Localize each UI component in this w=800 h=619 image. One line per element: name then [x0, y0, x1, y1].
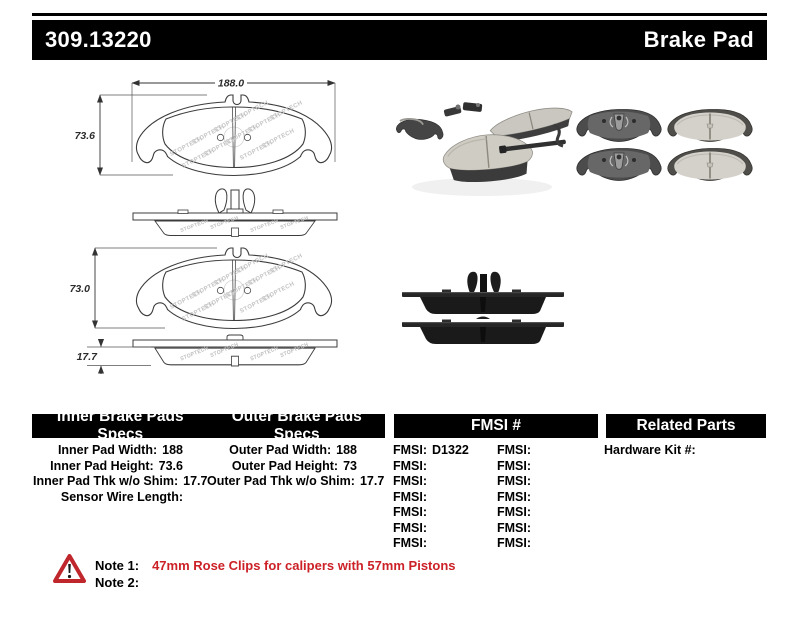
- fmsi-row: FMSI:: [393, 474, 428, 488]
- table-header-fmsi: FMSI #: [394, 414, 598, 438]
- outer-specs-header: Outer Brake Pads Specs: [231, 408, 362, 443]
- fmsi-row: FMSI: D1322: [393, 443, 469, 457]
- inner-specs-column: [33, 443, 208, 505]
- spec-row: Sensor Wire Length:: [60, 489, 183, 504]
- fmsi-row: FMSI:: [497, 536, 532, 550]
- side-view-2: [133, 335, 337, 366]
- related-row: Hardware Kit #:: [604, 443, 696, 457]
- spec-row: Outer Pad Width: 188: [229, 443, 357, 457]
- note-2: [95, 574, 152, 591]
- fmsi-column-1: [393, 443, 493, 552]
- technical-drawing-front-view-1: [55, 70, 355, 245]
- side-view-with-clip: [133, 189, 337, 237]
- fmsi-column-2: [497, 443, 597, 552]
- inner-specs-header: Inner Brake Pads Specs: [56, 408, 184, 443]
- spec-row: Inner Pad Width: 188: [57, 443, 183, 457]
- part-number: 309.13220: [45, 27, 152, 52]
- header-bar: [32, 20, 767, 60]
- fmsi-row: FMSI:: [393, 536, 428, 550]
- warning-icon: [53, 554, 86, 585]
- outer-specs-column: [207, 443, 385, 490]
- related-parts-column: [604, 443, 766, 459]
- spec-row: Inner Pad Thk w/o Shim: 17.7: [33, 474, 208, 488]
- note-2-label: Note 2:: [95, 575, 140, 590]
- dim-label-height: 73.6: [74, 130, 95, 142]
- fmsi-row: FMSI:: [497, 458, 532, 473]
- header-rule: [32, 13, 767, 16]
- dim-label-width: 188.0: [217, 77, 245, 90]
- fmsi-row: FMSI:: [497, 489, 532, 504]
- fmsi-row: FMSI:: [393, 520, 428, 535]
- spec-row: Outer Pad Thk w/o Shim: 17.7: [207, 474, 385, 488]
- fmsi-row: FMSI:: [393, 458, 428, 473]
- fmsi-row: FMSI:: [393, 505, 428, 519]
- note-1: [95, 557, 456, 574]
- fmsi-row: FMSI:: [497, 505, 532, 519]
- product-title: Brake Pad: [643, 27, 754, 52]
- technical-drawing-front-view-2: [55, 243, 355, 383]
- fmsi-row: FMSI:: [497, 474, 532, 488]
- note-1-label: Note 1:: [95, 558, 140, 573]
- hardware-clips: [444, 102, 483, 117]
- table-header-related-parts: Related Parts: [606, 414, 766, 438]
- dim-label-thickness: 17.7: [76, 351, 97, 363]
- spec-row: Outer Pad Height: 73: [231, 458, 357, 473]
- fmsi-row: FMSI:: [393, 489, 428, 504]
- spec-row: Inner Pad Height: 73.6: [50, 458, 183, 473]
- dim-label-height-2: 73.0: [69, 283, 90, 295]
- note-1-text: 47mm Rose Clips for calipers with 57mm Pistons: [152, 558, 456, 573]
- fmsi-row: FMSI:: [497, 520, 532, 535]
- table-header-pad-specs: [32, 408, 385, 443]
- product-photo-pad-kit: [392, 95, 582, 205]
- photo-clip: [467, 272, 500, 294]
- fmsi-row: FMSI:: [497, 443, 532, 457]
- product-photo-pad-set: [566, 95, 766, 205]
- product-photo-side-views: [392, 266, 577, 346]
